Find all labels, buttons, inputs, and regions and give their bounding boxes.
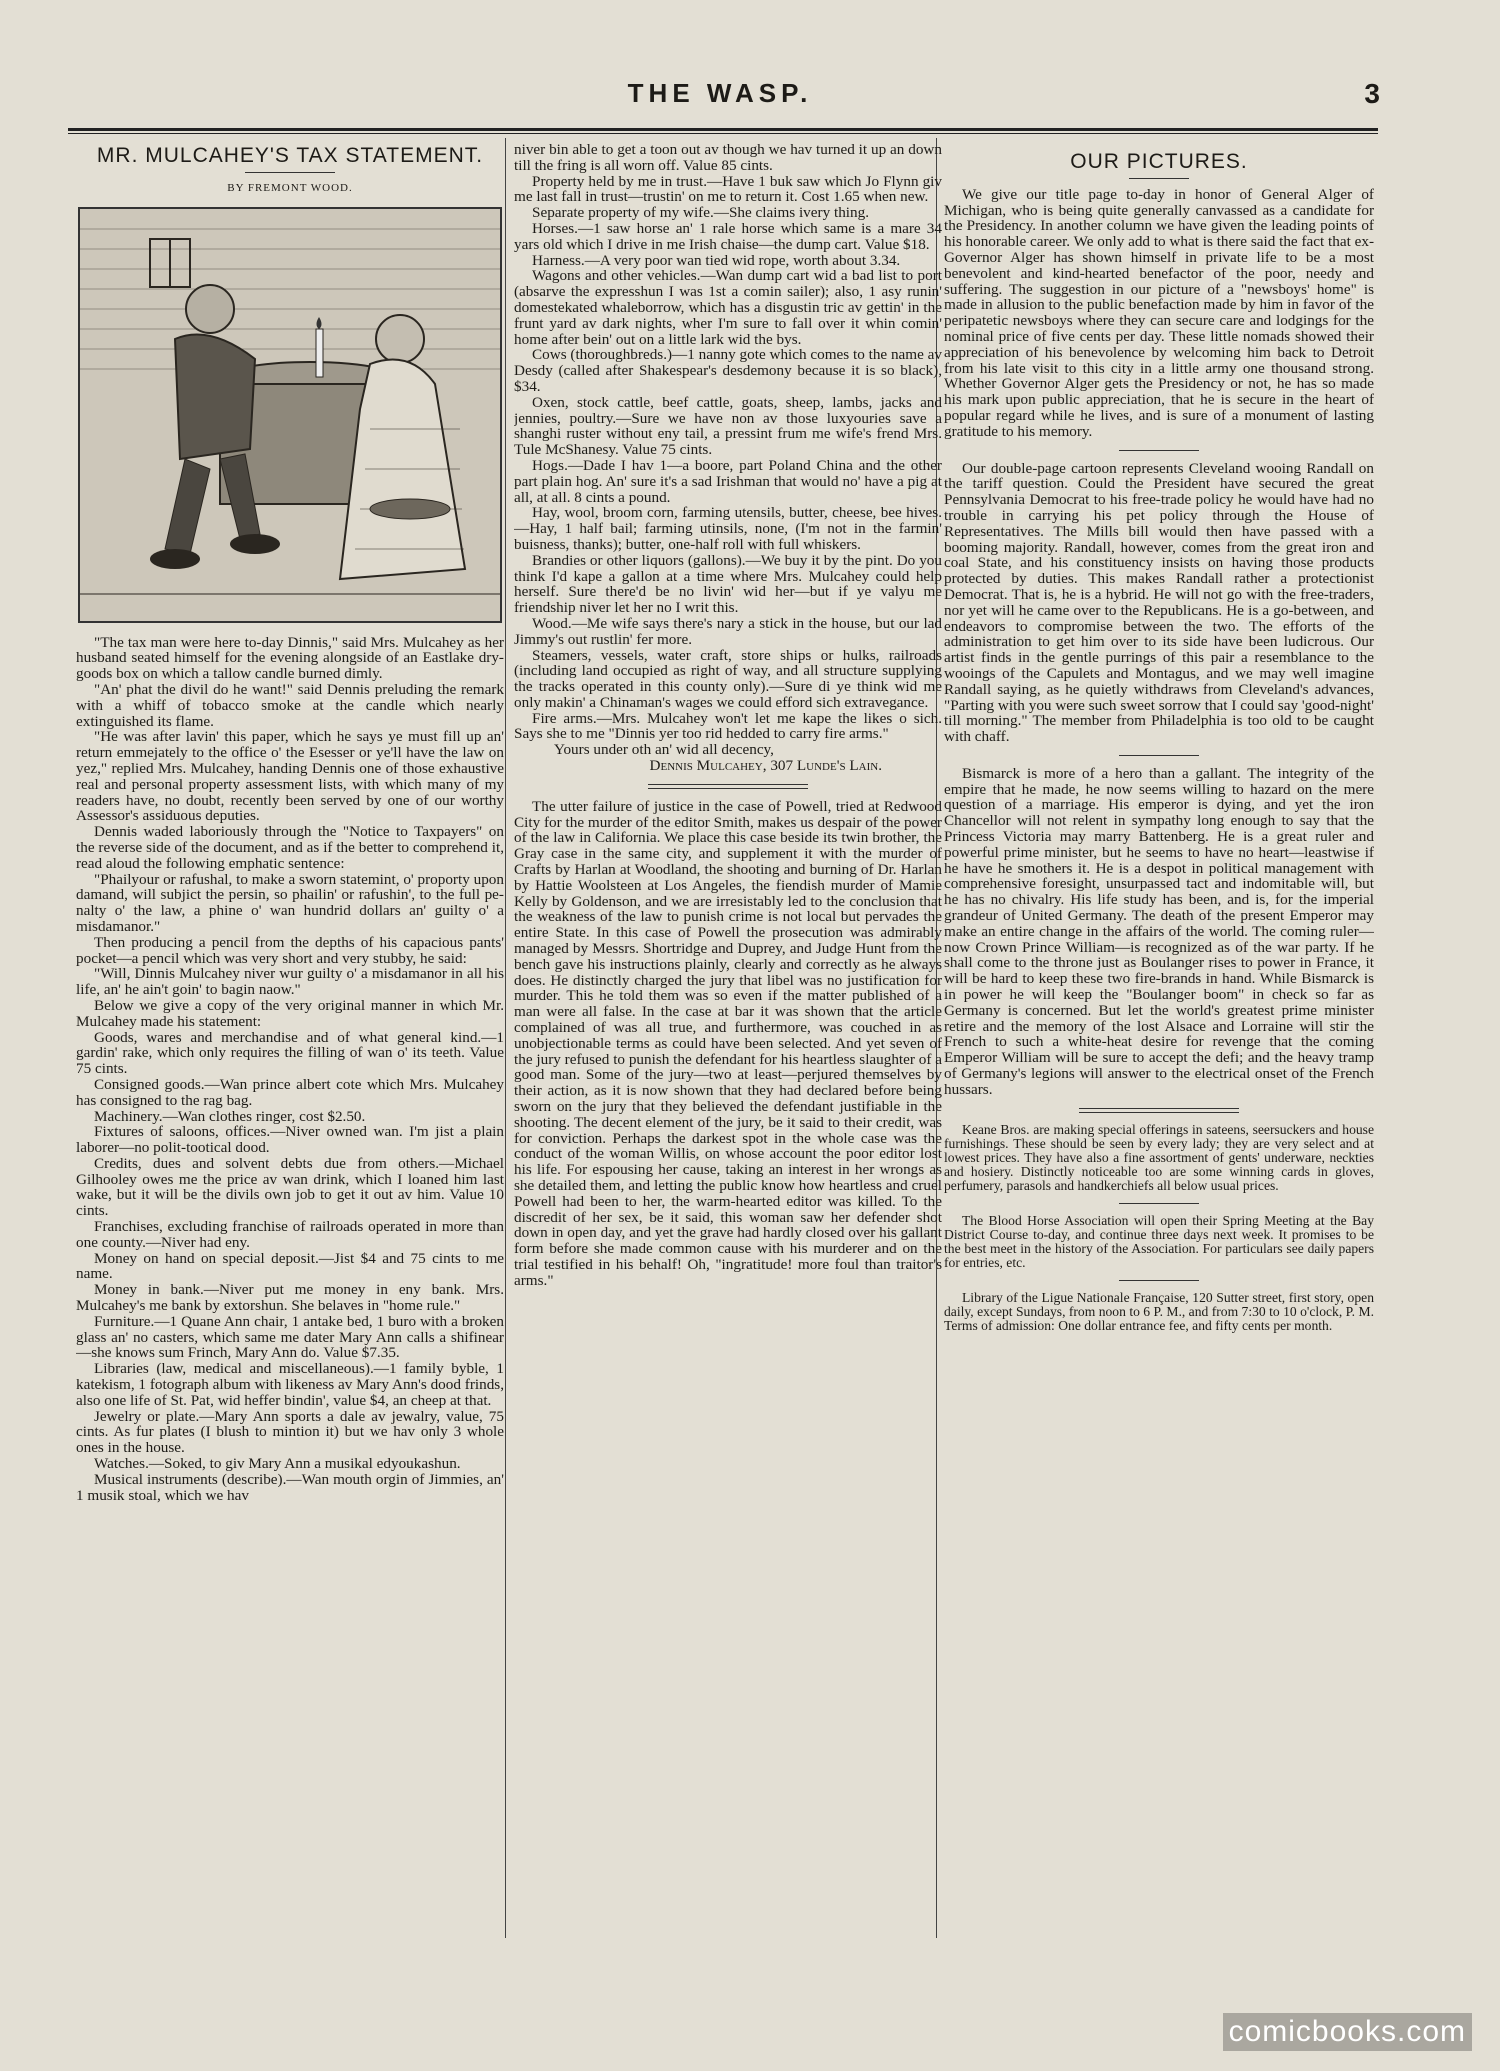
paragraph: Libraries (law, medical and miscellaneous).—1 family byble, 1 katekism, 1 fotograph album with likeness av Mary Ann's dood frinds, also one life of St. Pat, wid heffer bindin', value $4, an cheep at that.: [76, 1360, 504, 1409]
paragraph: Dennis waded laboriously through the "Notice to Taxpayers" on the reverse side of the document, and as if the better to comprehend it, read aloud the following emphatic sentence:: [76, 823, 504, 872]
paragraph: Franchises, excluding franchise of railroads operated in more than one county.—Niver had eny.: [76, 1218, 504, 1251]
paragraph: "The tax man were here to-day Dinnis," said Mrs. Mulcahey as her husband seated himself for the evening alongside of an Eastlake dry-goods box on which a tallow candle burned dimly.: [76, 633, 504, 683]
masthead-title: THE WASP.: [627, 78, 813, 108]
paragraph: Consigned goods.—Wan prince albert cote which Mrs. Mulcahey has consigned to the rag bag.: [76, 1075, 504, 1109]
column-1: [76, 142, 504, 1932]
paragraph: Horses.—1 saw horse an' 1 rale horse which same is a mare 34 yars old which I drive in me Irish chaise—the dump cart. Value $18.: [514, 219, 942, 253]
header-rule-thin: [68, 133, 1378, 134]
paragraph: Below we give a copy of the very original manner in which Mr. Mulcahey made his statement:: [76, 996, 504, 1030]
paragraph: Separate property of my wife.—She claims ivery thing.: [532, 204, 869, 222]
paragraph: Harness.—A very poor wan tied wid rope, worth about 3.34.: [532, 251, 901, 269]
paragraph-powell-case: The utter failure of justice in the case of Powell, tried at Redwood City for the murder of the editor Smith, makes us despair of the power of the law in California. We place this case beside its twin brother, the Gray case in the same city, and supplement it with the murder of Crafts by Harlan at Woodland, the shooting and burning of Dr. Harlan by Hattie Woolsteen at Los Angeles, the fiendish murder of Mamie Kelly by Goldenson, and we are irresistably led to the conclusion that the weakness of the law to punish crime is not local but pervades the entire State. In this case of Powell the prosecution was admirably managed by Messrs. Shortridge and Duprey, and Judge Hunt from the bench gave his instructions plainly, clearly and correctly as he always does. He distinctly charged the jury that libel was no justification for murder. This he told them was so even if the matter published of a man were all false. In the case at bar it was shown that the article complained of was all true, and furthermore, was couched in as unobjectionable terms as could have been selected. And yet seven of the jury refused to punish the defendant for his heartless slaughter of a good man. Some of the jury—two at least—perjured themselves by their action, as it is now shown that they had declared before being sworn on the jury that they believed the defendant justifiable in the shooting. The decent element of the jury, be it said to their credit, was for conviction. Perhaps the darkest spot in the whole case was the conduct of the woman Willis, on whose account the poor editor lost his life. For espousing her cause, taking an interest in her wrongs as she detailed them, and letting the public know how heartless and cruel Powell had been to her, the warm-hearted editor was killed. To the discredit of her sex, be it said, this woman saw her defender shot down in open day, and yet the grave had hardly closed over his gallant form before she made common cause with his murderer and on the trial testified in his behalf! Oh, "ingratitude! more foul than traitor's arms.": [514, 797, 942, 1289]
paragraph: Money in bank.—Niver put me money in eny bank. Mrs. Mulcahey's me bank by extorshun. She belaves in "home rule.": [76, 1281, 504, 1315]
column-2: [514, 142, 942, 1932]
title-rule: [245, 172, 335, 173]
page-number: 3: [1364, 78, 1380, 109]
paragraph: Then producing a pencil from the depths of his capacious pants' pocket—a pencil which was very short and very stubby, he said:: [76, 933, 504, 967]
paragraph: Money on hand on special deposit.—Jist $4 and 75 cints to me name.: [76, 1249, 504, 1283]
paragraph: Yours under oth an' wid all decency,: [554, 741, 774, 759]
paragraph: Credits, dues and solvent debts due from others.—Michael Gilhooley owes me the price av wan drink, which I loaned him last wake, but it will be the divils own job to get it out av him. Value 10 cints.: [76, 1154, 504, 1220]
paragraph: Steamers, vessels, water craft, store ships or hulks, railroads (including land occupied as right of way, and all structure supplying the tracks operated in this county only).—Sure di ye think wid me only makin' a Chinaman's wages we could efford sich extravegance.: [514, 646, 942, 711]
paragraph: Brandies or other liquors (gallons).—We buy it by the pint. Do you think I'd kape a gallon at a time where Mrs. Mulcahey could help herself. Sure there'd be no livin' wid her—but if ye valyu me friendship niver let her no I writ this.: [514, 551, 942, 617]
section-separator: [1119, 755, 1199, 756]
section-separator: [648, 784, 808, 789]
section-separator: [1119, 450, 1199, 451]
paragraph: Fire arms.—Mrs. Mulcahey won't let me kape the likes o sich. Says she to me "Dinnis yer too rid hedded to carry fire arms.": [514, 709, 942, 743]
paragraph: Our double-page cartoon represents Cleveland wooing Randall on the tariff question. Could the President have secured the great Pennsylvania Democrat to his free-trade policy he would have had no trouble in carrying his pet policy through the House of Representatives. The Mills bill would then have passed with a booming majority. Randall, however, comes from the great iron and coal State, and his constituency insists on having those products protected by duties. This makes Randall rather a protectionist Democrat. That is, he is a hybrid. He will not go with the free-traders, nor yet will he came over to the Republicans. He is a go-between, and endeavors to compromise between the two. The efforts of the administration to get him over to its side have been ludicrous. Our artist finds in the gentle purrings of this pair a resemblance to the wooings of the Capulets and Montagus, and we may well imagine Randall saying, as he quietly withdraws from Cleveland's advances, "Parting with you were such sweet sorrow that I could say 'good-night' till morning." The member from Philadelphia is too old to be caught with chaff.: [944, 459, 1374, 746]
paragraph: Fixtures of saloons, offices.—Niver owned wan. I'm jist a plain laborer—no polit-tootical dood.: [76, 1123, 504, 1157]
engraving-illustration-icon: [80, 209, 500, 621]
article-title-tax-statement: MR. MULCAHEY'S TAX STATEMENT.: [96, 144, 484, 167]
paragraph: "Phailyour or rafushal, to make a sworn statemint, o' proporty upon damand, will subjict the persin, so phailin' or rafushin', to the full pe-nalty o' the law, a phine o' wan hundrid dollars an' guilty o' a misdamanor.": [76, 870, 504, 935]
section-separator: [1119, 1203, 1199, 1204]
column-3: [944, 142, 1374, 1932]
paragraph: Oxen, stock cattle, beef cattle, goats, sheep, lambs, jacks and jennies, poultry.—Sure we have non av those luxyouries save a shanghi ruster without eny tail, a pressint frum me wife's frend Mrs. Tule McShanesy. Value 75 cints.: [514, 393, 942, 459]
article-byline: BY FREMONT WOOD.: [227, 181, 353, 194]
article-title-our-pictures: OUR PICTURES.: [1070, 150, 1248, 173]
paragraph: Hogs.—Dade I hav 1—a boore, part Poland China and the other part plain hog. An' sure it's a sad Irishman that would no' have a pig at all, at all. 8 cints a pound.: [514, 456, 942, 506]
section-separator: [1119, 1280, 1199, 1281]
paragraph: Watches.—Soked, to giv Mary Ann a musikal edyoukashun.: [94, 1455, 461, 1473]
paragraph: Goods, wares and merchandise and of what general kind.—1 gardin' rake, which only requires the filling of wan o' its teeth. Value 75 cints.: [76, 1028, 504, 1078]
paragraph: Machinery.—Wan clothes ringer, cost $2.50.: [94, 1107, 366, 1125]
paragraph: Property held by me in trust.—Have 1 buk saw which Jo Flynn giv me last fall in trust—trustin' on me to return it. Cost 1.65 when new.: [514, 172, 942, 206]
header-rule: [68, 128, 1378, 131]
column-divider-1: [505, 138, 506, 1938]
paragraph: "He was after lavin' this paper, which he says ye must fill up an' return emmejately to the office o' the Esesser or ye'll have the law on yez," replied Mrs. Mulcahey, handing Dennis one of those exhaustive real and personal property assessment lists, with which many of my readers have, no doubt, recently been served by one of our worthy Assessor's assiduous deputies.: [76, 728, 504, 825]
paragraph: Cows (thoroughbreds.)—1 nanny gote which comes to the name av Desdy (called after Shakespear's desdemony because it is so black), $34.: [514, 346, 942, 395]
title-rule: [1129, 178, 1189, 179]
paragraph: Wagons and other vehicles.—Wan dump cart wid a bad list to port (absarve the expresshun I was 1st a comin sailer); also, 1 asy runin' domestekated whaleborrow, which has a disgustin tric av gettin' in the frunt yard av dark nights, wher I'm sure to fall over it whin comin' home after bein' out on a little lark wid the bys.: [514, 267, 942, 348]
signature-line: Dennis Mulcahey, 307 Lunde's Lain.: [649, 757, 882, 775]
notice-keane-bros: Keane Bros. are making special offerings in sateens, seersuckers and house furnishings. These should be seen by every lady; they are very select and at lowest prices. They have also a fine assortment of gents' underware, neckties and hosiery. Distinctly noticeable too are some winning cards in gloves, perfumery, parasols and handkerchiefs all below usual prices.: [944, 1121, 1374, 1193]
paragraph: Hay, wool, broom corn, farming utensils, butter, cheese, bee hives.—Hay, 1 half bail; farming utinsils, none, (I'm not in the farmin' buisness, thanks); butter, one-half roll with full whiskers.: [514, 504, 942, 553]
paragraph: Wood.—Me wife says there's nary a stick in the house, but our lad Jimmy's out rustlin' fer more.: [514, 614, 942, 648]
section-separator: [1079, 1108, 1239, 1113]
watermark-logo: comicbooks.com: [1223, 2013, 1472, 2051]
article1-body: [76, 635, 504, 1504]
illustration-mulcahey-couple: [78, 207, 502, 623]
paragraph: We give our title page to-day in honor of General Alger of Michigan, who is being quite generally canvassed as a candidate for the Presidency. In another column we have given the leading points of his honorable career. We only add to what is there said the fact that ex-Governor Alger has shown himself in private life to be a most benevolent and kind-hearted benefactor of the poor, needy and suffering. The suggestion in our picture of a "newsboys' home" is made in allusion to the public benefaction made by him in favor of the peripatetic newsboys where they can secure care and lodgings for the nominal price of five cents per day. These little nomads showed their appreciation of his benevolence by welcoming him back to Detroit from his late visit to this city in a little army one thousand strong. Whether Governor Alger gets the Presidency or not, he has so made his mark upon public appreciation, that he is secure in the heart of popular regard while he lives, and is sure of a monument of lasting gratitude to his memory.: [944, 185, 1374, 440]
paragraph: "An' phat the divil do he want!" said Dennis preluding the remark with a whiff of tobacco smoke at the candle which nearly extinguished its flame.: [76, 680, 504, 730]
paragraph: Musical instruments (describe).—Wan mouth orgin of Jimmies, an' 1 musik stoal, which we hav: [76, 1470, 504, 1504]
notice-blood-horse: The Blood Horse Association will open their Spring Meeting at the Bay District Course to-day, and continue three days next week. It promises to be the best meet in the history of the Association. For particulars see daily papers for entries, etc.: [944, 1212, 1374, 1270]
paragraph: Furniture.—1 Quane Ann chair, 1 antake bed, 1 buro with a broken glass an' no casters, which same me dater Mary Ann calls a shifinear—she knows sum Frinch, Mary Ann do. Value $7.35.: [76, 1312, 504, 1362]
notice-ligue-nationale: Library of the Ligue Nationale Française, 120 Sutter street, first story, open daily, except Sundays, from noon to 6 P. M., and from 7:30 to 10 o'clock, P. M. Terms of admission: One dollar entrance fee, and fifty cents per month.: [944, 1289, 1374, 1333]
paragraph: niver bin able to get a toon out av though we hav turned it up an down till the fring is all worn off. Value 85 cints.: [514, 142, 942, 174]
paragraph: Jewelry or plate.—Mary Ann sports a dale av jewalry, value, 75 cints. As fur plates (I blush to mintion it) but we hav only 3 whole ones in the house.: [76, 1407, 504, 1457]
paragraph: Bismarck is more of a hero than a gallant. The integrity of the empire that he made, he now seems willing to hazard on the mere question of a marriage. His emperor is dying, and yet the iron Chancellor will not relent in sympathy long enough to say that the Princess Victoria may marry Battenberg. He is a great ruler and powerful prime minister, but he seems to have no heart—leastwise if he have he smothers it. He is a despot in political management with comprehensive foresight, unsurpassed tact and indomitable will, but he has no chivalry. His life study has been, and is, for the imperial grandeur of United Germany. The death of the present Emperor may make an entire change in the affairs of the world. The coming ruler—now Crown Prince William—is recognized as of the war party. If he shall come to the throne just as Boulanger rises to power in France, it will be hard to keep these two fire-brands in hand. While Bismarck is in power he will keep the "Boulanger boom" in check so far as Germany is concerned. But let the world's greatest prime minister retire and the memory of the lost Alsace and Lorraine will stir the French to such a white-heat desire for revenge that the coming Emperor William will be sure to accept the defi; and the heavy tramp of Germany's legions will answer to the electrical onset of the French hussars.: [944, 764, 1374, 1098]
paragraph: "Will, Dinnis Mulcahey niver wur guilty o' a misdamanor in all his life, an' he ain't goin' to bagin naow.": [76, 965, 504, 999]
